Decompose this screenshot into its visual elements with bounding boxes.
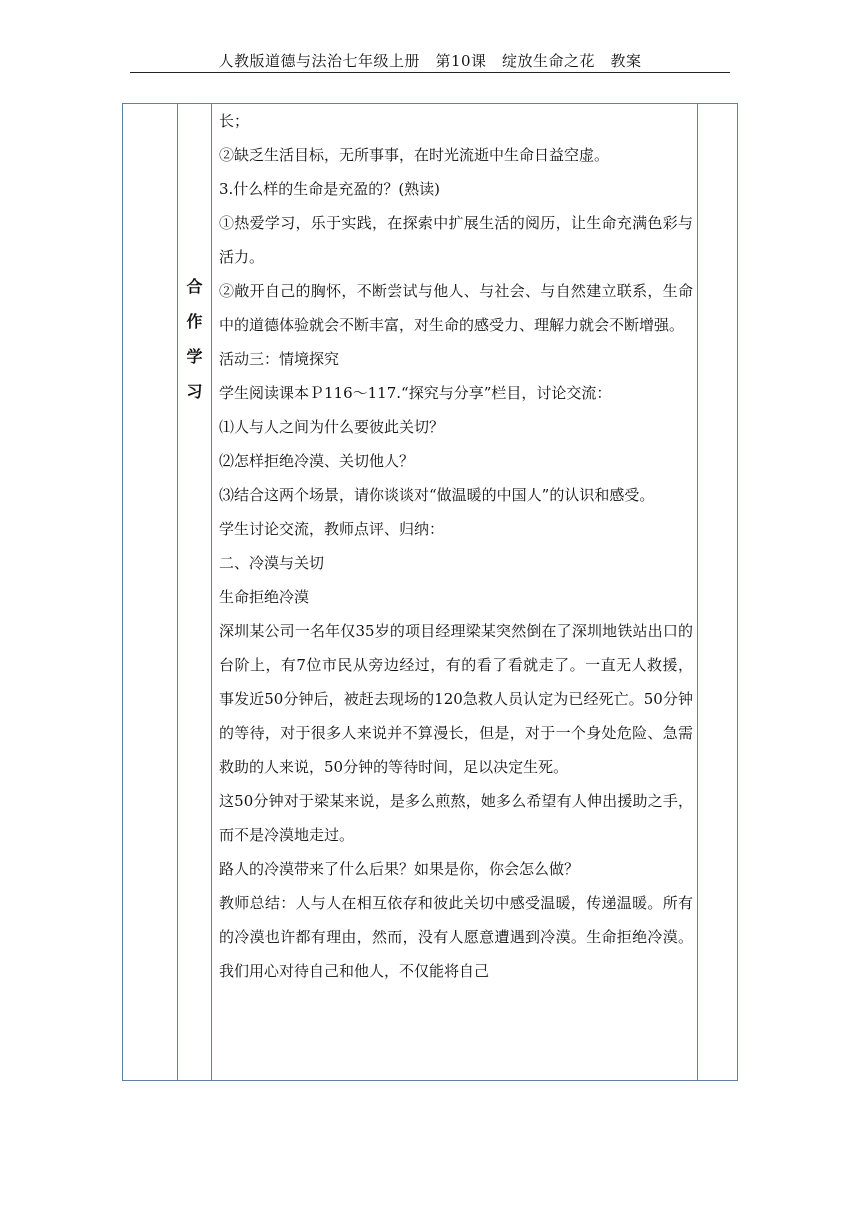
content-line: ⑵怎样拒绝冷漠、关切他人？ bbox=[219, 452, 415, 470]
lesson-content bbox=[219, 104, 693, 988]
content-line: 活动三：情境探究 bbox=[219, 350, 340, 368]
content-line: 教师总结：人与人在相互依存和彼此关切中感受温暖，传递温暖。所有的冷漠也许都有理由，然而，没有人愿意遭遇到冷漠。生命拒绝冷漠。我们用心对待自己和他人，不仅能将自己 bbox=[219, 894, 693, 980]
content-line: 学生阅读课本Ｐ116～117.“探究与分享”栏目，讨论交流： bbox=[219, 384, 612, 402]
content-line: 长； bbox=[219, 112, 250, 130]
content-line: 学生讨论交流，教师点评、归纳： bbox=[219, 520, 445, 538]
page-header: 人教版道德与法治七年级上册 第10课 绽放生命之花 教案 bbox=[218, 52, 642, 70]
content-line: 路人的冷漠带来了什么后果？如果是你，你会怎么做？ bbox=[219, 860, 580, 878]
header-rule bbox=[130, 72, 730, 73]
content-line: 二、冷漠与关切 bbox=[219, 554, 325, 572]
lesson-table bbox=[122, 103, 738, 1081]
column-divider bbox=[697, 104, 698, 1080]
section-label-char: 合 bbox=[186, 277, 203, 296]
column-divider bbox=[211, 104, 212, 1080]
content-line: ⑶结合这两个场景，请你谈谈对“做温暖的中国人”的认识和感受。 bbox=[219, 486, 655, 504]
content-line: 3.什么样的生命是充盈的？(熟读) bbox=[219, 180, 441, 198]
section-label-char: 作 bbox=[186, 312, 203, 331]
section-label bbox=[178, 269, 211, 409]
section-label-char: 习 bbox=[186, 382, 203, 401]
content-line: ⑴人与人之间为什么要彼此关切？ bbox=[219, 418, 445, 436]
section-label-char: 学 bbox=[186, 347, 203, 366]
content-line: 生命拒绝冷漠 bbox=[219, 588, 310, 606]
content-line: 深圳某公司一名年仅35岁的项目经理梁某突然倒在了深圳地铁站出口的台阶上，有7位市民从旁边经过，有的看了看就走了。一直无人救援，事发近50分钟后，被赶去现场的120急救人员认定为已经死亡。50分钟的等待，对于很多人来说并不算漫长，但是，对于一个身处危险、急需救助的人来说，50分钟的等待时间，足以决定生死。 bbox=[219, 622, 693, 776]
content-line: 这50分钟对于梁某来说，是多么煎熬，她多么希望有人伸出援助之手，而不是冷漠地走过。 bbox=[219, 792, 693, 844]
content-line: ②敞开自己的胸怀，不断尝试与他人、与社会、与自然建立联系，生命中的道德体验就会不断丰富，对生命的感受力、理解力就会不断增强。 bbox=[219, 282, 693, 334]
column-divider bbox=[177, 104, 178, 1080]
content-line: ①热爱学习，乐于实践，在探索中扩展生活的阅历，让生命充满色彩与活力。 bbox=[219, 214, 693, 266]
content-line: ②缺乏生活目标，无所事事，在时光流逝中生命日益空虚。 bbox=[219, 146, 610, 164]
